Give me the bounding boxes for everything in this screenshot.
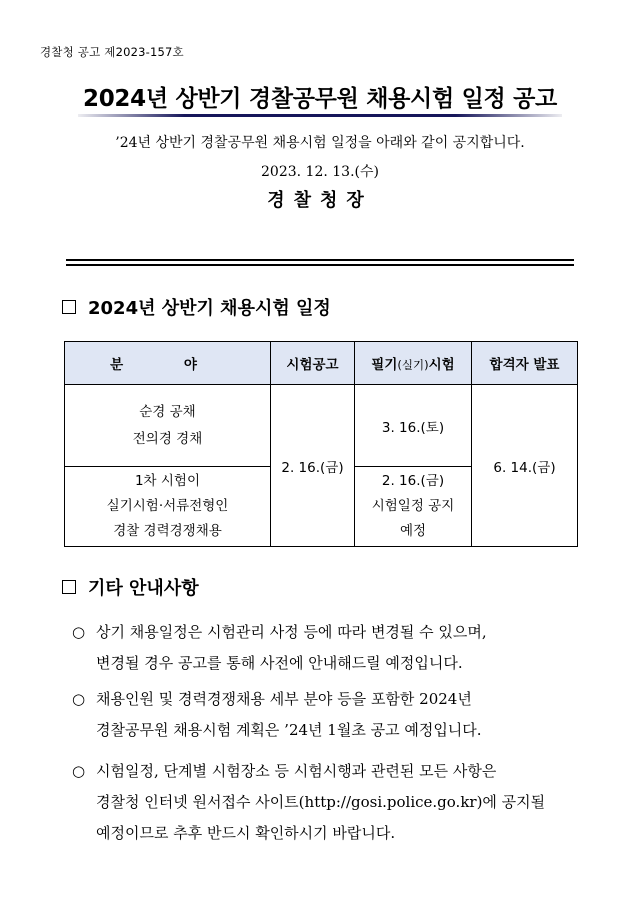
header-written: 필기(실기)시험 [355,342,472,385]
written-date-cell: 2. 16.(금) 시험일정 공지 예정 [355,467,472,547]
header-result: 합격자 발표 [472,342,578,385]
field-cell: 순경 공채 전의경 경채 [65,385,271,467]
notice-line: 경찰공무원 채용시험 계획은 ’24년 1월초 공고 예정입니다. [96,721,482,739]
notice-line: 시험일정, 단계별 시험장소 등 시험시행과 관련된 모든 사항은 [96,762,497,780]
header-announce: 시험공고 [271,342,355,385]
result-date-cell: 6. 14.(금) [472,385,578,547]
double-divider [66,259,574,266]
notice-line: 상기 채용일정은 시험관리 사정 등에 따라 변경될 수 있으며, [96,623,487,641]
notice-line: 경찰청 인터넷 원서접수 사이트(http://gosi.police.go.kr)에 공지될 [96,793,546,811]
schedule-table [64,341,578,547]
section-heading-schedule [62,294,331,320]
page-title: 2024년 상반기 경찰공무원 채용시험 일정 공고 [83,86,557,112]
title-underline [78,114,562,117]
checkbox-square-icon [62,580,76,594]
section-heading-text: 기타 안내사항 [88,578,199,599]
section-heading-other [62,574,199,600]
announcement-date: 2023. 12. 13.(수) [261,164,379,180]
announce-date-cell: 2. 16.(금) [271,385,355,547]
written-date-cell: 3. 16.(토) [355,385,472,467]
intro-text: ’24년 상반기 경찰공무원 채용시험 일정을 아래와 같이 공지합니다. [115,135,525,151]
field-cell: 1차 시험이 실기시험·서류전형인 경찰 경력경쟁채용 [65,467,271,547]
circle-bullet-icon: ○ [72,690,86,708]
signer: 경찰청장 [267,190,373,211]
table-row [65,385,578,467]
circle-bullet-icon: ○ [72,623,86,641]
notice-line: 변경될 경우 공고를 통해 사전에 안내해드릴 예정입니다. [96,654,463,672]
checkbox-square-icon [62,300,76,314]
notice-line: 채용인원 및 경력경쟁채용 세부 분야 등을 포함한 2024년 [96,690,472,708]
header-field: 분 야 [65,342,271,385]
notice-line: 예정이므로 추후 반드시 확인하시기 바랍니다. [96,824,396,842]
circle-bullet-icon: ○ [72,762,86,780]
notice-number: 경찰청 공고 제2023-157호 [40,45,184,59]
section-heading-text: 2024년 상반기 채용시험 일정 [88,298,331,319]
table-header-row [65,342,578,385]
